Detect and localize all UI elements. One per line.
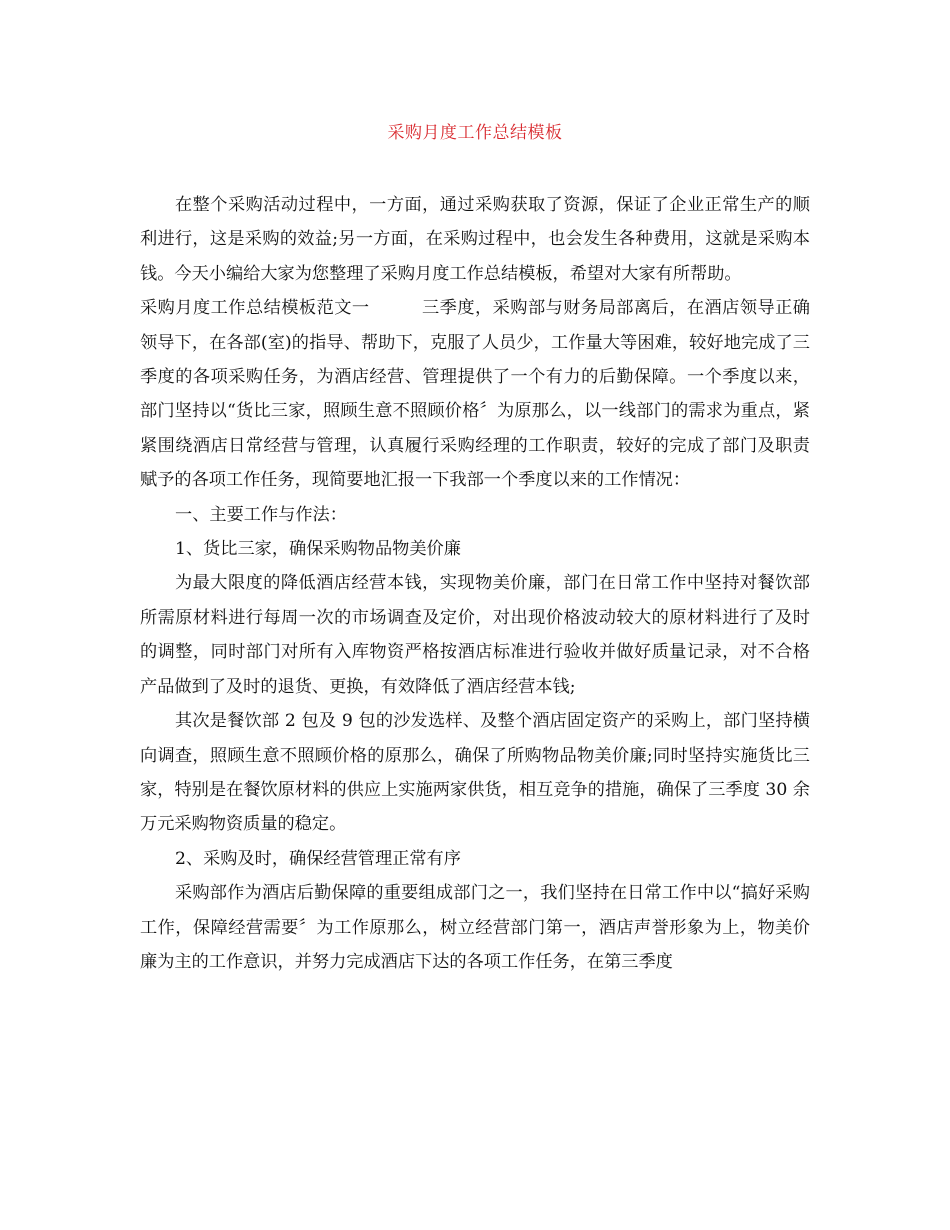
- item2-heading: 2、采购及时，确保经营管理正常有序: [175, 848, 461, 869]
- item2-paragraph-1: 采购部作为酒店后勤保障的重要组成部门之一，我们坚持在日常工作中以“搞好采购工作，保障经营需要〞为工作原那么，树立经营部门第一，酒店声誉形象为上，物美价廉为主的工作意识，并努力完成酒店下达的各项工作任务，在第三季度: [140, 883, 810, 972]
- sample-heading: 采购月度工作总结模板范文一: [140, 298, 370, 319]
- sample-text: 三季度，采购部与财务局部离后，在酒店领导正确领导下，在各部(室)的指导、帮助下，克服了人员少，工作量大等困难，较好地完成了三季度的各项采购任务，为酒店经营、管理提供了一个有力的后勤保障。一个季度以来，部门坚持以“货比三家，照顾生意不照顾价格〞为原那么，以一线部门的需求为重点，紧紧围绕酒店日常经营与管理，认真履行采购经理的工作职责，较好的完成了部门及职责赋予的各项工作任务，现简要地汇报一下我部一个季度以来的工作情况：: [140, 298, 810, 491]
- item1-paragraph-1: 为最大限度的降低酒店经营本钱，实现物美价廉，部门在日常工作中坚持对餐饮部所需原材料进行每周一次的市场调查及定价，对出现价格波动较大的原材料进行了及时的调整，同时部门对所有入库物资严格按酒店标准进行验收并做好质量记录，对不合格产品做到了及时的退货、更换，有效降低了酒店经营本钱;: [140, 573, 810, 697]
- document-title: 采购月度工作总结模板: [387, 123, 563, 143]
- sample-paragraph: [140, 291, 810, 497]
- document-body: [140, 188, 810, 979]
- intro-paragraph: 在整个采购活动过程中，一方面，通过采购获取了资源，保证了企业正常生产的顺利进行，这是采购的效益;另一方面，在采购过程中，也会发生各种费用，这就是采购本钱。今天小编给大家为您整理了采购月度工作总结模板，希望对大家有所帮助。: [140, 195, 810, 284]
- item1-paragraph-2: 其次是餐饮部 2 包及 9 包的沙发选样、及整个酒店固定资产的采购上，部门坚持横向调查，照顾生意不照顾价格的原那么，确保了所购物品物美价廉;同时坚持实施货比三家，特别是在餐饮原材料的供应上实施两家供货，相互竞争的措施，确保了三季度 30 余万元采购物资质量的稳定。: [140, 711, 810, 835]
- item1-heading: 1、货比三家，确保采购物品物美价廉: [175, 539, 461, 560]
- section1-heading: 一、主要工作与作法：: [175, 504, 347, 525]
